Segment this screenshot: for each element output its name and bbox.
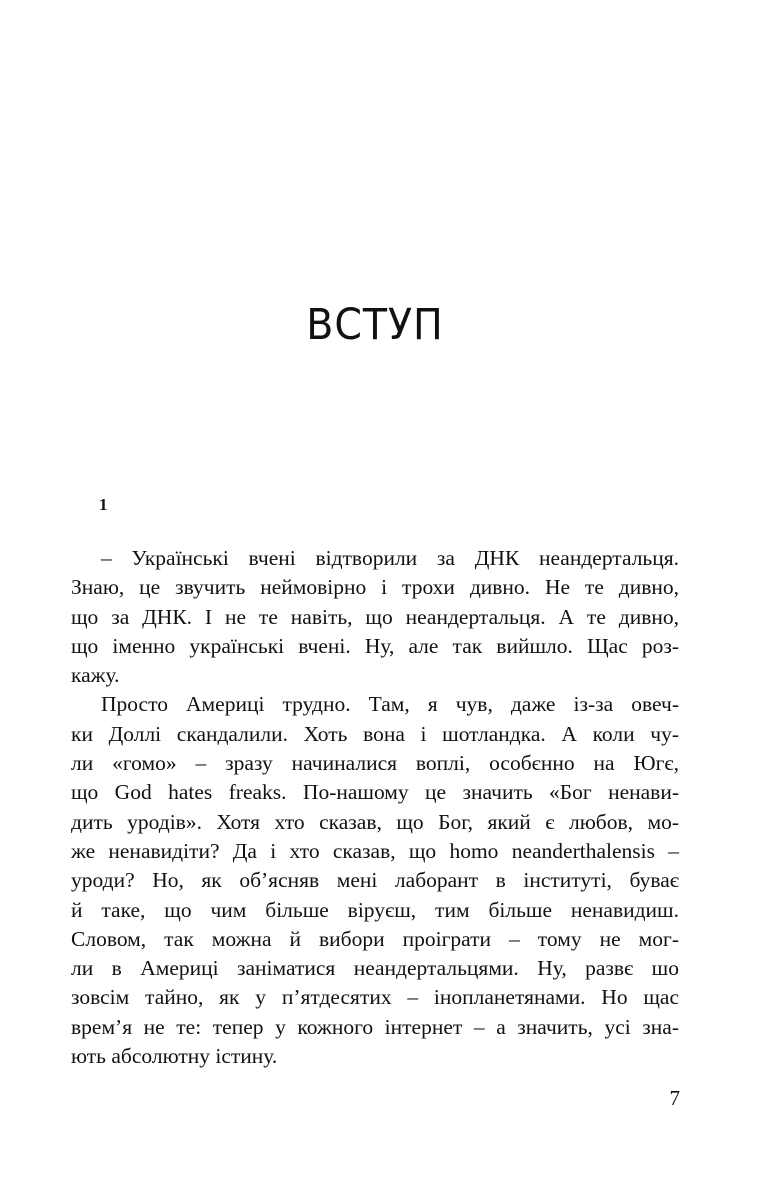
section-number: 1 xyxy=(99,495,108,514)
text-line: й таке, що чим більше віруєш, тим більше ненавидиш. xyxy=(71,897,679,922)
text-line: ють абсолютну істину. xyxy=(71,1044,278,1069)
text-line: дить уродів». Хотя хто сказав, що Бог, який є любов, мо- xyxy=(71,809,679,834)
text-line: зовсім тайно, як у п’ятдесятих – інопланетянами. Но щас xyxy=(71,985,679,1010)
text-line: врем’я не те: тепер у кожного інтернет – а значить, усі зна- xyxy=(71,1014,679,1039)
text-line: – Українські вчені відтворили за ДНК неандертальця. xyxy=(101,546,679,570)
text-line: ки Доллі скандалили. Хоть вона і шотландка. А коли чу- xyxy=(71,721,679,746)
paragraph-1 xyxy=(71,544,679,690)
page-number: 7 xyxy=(669,1086,680,1110)
body-text xyxy=(71,544,679,1071)
text-line: що іменно українські вчені. Ну, але так вийшло. Щас роз- xyxy=(71,633,679,658)
text-line: же ненавидіти? Да і хто сказав, що homo neanderthalensis – xyxy=(71,838,679,863)
text-line: Просто Америці трудно. Там, я чув, даже із-за овеч- xyxy=(101,692,679,717)
chapter-title: ВСТУП xyxy=(306,300,444,350)
text-line: ли в Америці заніматися неандертальцями. Ну, развє шо xyxy=(71,956,679,981)
text-line: кажу. xyxy=(71,663,120,688)
text-line: Словом, так можна й вибори проіграти – тому не мог- xyxy=(71,926,679,951)
text-line: уроди? Но, як об’ясняв мені лаборант в інституті, буває xyxy=(71,868,679,893)
text-line: ли «гомо» – зразу начиналися воплі, особєнно на Югє, xyxy=(71,751,679,776)
text-line: що God hates freaks. По-нашому це значить «Бог ненави- xyxy=(71,780,679,805)
paragraph-2 xyxy=(71,690,679,1071)
text-line: що за ДНК. І не те навіть, що неандертальця. А те дивно, xyxy=(71,604,679,629)
text-line: Знаю, це звучить неймовірно і трохи дивно. Не те дивно, xyxy=(71,575,679,600)
